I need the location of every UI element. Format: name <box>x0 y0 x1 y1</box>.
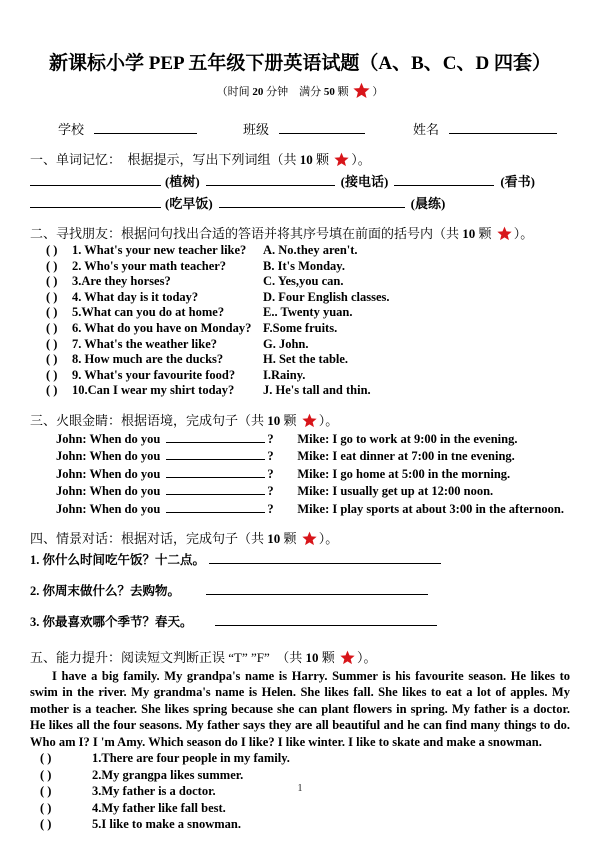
tf-statement: 1.There are four people in my family. <box>92 751 290 765</box>
section-1-row-2 <box>30 193 570 212</box>
section-5-heading-suffix: ）。 <box>357 649 377 665</box>
scenario-row <box>30 581 570 599</box>
subtitle-time-prefix: （时间 <box>216 86 253 98</box>
scenario-answer-blank[interactable] <box>206 582 428 595</box>
class-label: 班级 <box>243 122 270 137</box>
tf-row <box>30 767 570 784</box>
subtitle-middle: 分钟 满分 <box>263 86 324 98</box>
match-row <box>30 368 570 384</box>
answer-paren[interactable]: ( ) <box>46 274 58 289</box>
scenario-row <box>30 612 570 630</box>
section-4-heading-prefix: 四、情景对话：根据对话，完成句子（共 <box>30 530 268 546</box>
question-mark: ? <box>267 449 274 464</box>
section-4-heading <box>30 528 570 547</box>
scenario-question: 2. 你周末做什么？去购物。 <box>30 583 181 598</box>
subtitle-unit: 颗 <box>334 86 352 98</box>
match-row <box>30 321 570 337</box>
mike-reply: Mike: I eat dinner at 7:00 in tne evening. <box>297 449 515 464</box>
dialogue-blank[interactable] <box>166 447 265 460</box>
match-row <box>30 243 570 259</box>
red-star-icon <box>302 413 317 428</box>
school-input-blank[interactable] <box>94 120 197 134</box>
match-answer: B. It's Monday. <box>263 258 345 273</box>
word-hint-5: (晨练) <box>410 196 446 211</box>
match-answer: E.. Twenty yuan. <box>263 305 353 320</box>
scenario-question: 3. 你最喜欢哪个季节？春天。 <box>30 614 193 629</box>
dialogue-blank[interactable] <box>166 465 265 478</box>
subtitle-time-value: 20 <box>252 86 264 98</box>
section-5-heading <box>30 647 570 666</box>
red-star-icon <box>340 650 355 665</box>
match-row <box>30 274 570 290</box>
answer-paren[interactable]: ( ) <box>46 320 58 335</box>
match-row <box>30 383 570 399</box>
match-row <box>30 259 570 275</box>
mike-reply: Mike: I go home at 5:00 in the morning. <box>297 466 511 481</box>
mike-reply: Mike: I go to work at 9:00 in the evening. <box>297 431 518 446</box>
word-blank-1[interactable] <box>30 172 161 186</box>
match-row <box>30 337 570 353</box>
section-3-star-count: 10 <box>267 412 281 428</box>
section-3-heading-prefix: 三、火眼金睛：根据语境，完成句子（共 <box>30 412 268 428</box>
name-input-blank[interactable] <box>449 120 557 134</box>
question-mark: ? <box>267 431 274 446</box>
answer-paren[interactable]: ( ) <box>46 383 58 398</box>
section-2-heading-prefix: 二、寻找朋友：根据问句找出合适的答语并将其序号填在前面的括号内（共 <box>30 226 463 241</box>
dialogue-blank[interactable] <box>166 482 265 495</box>
student-info-line <box>30 119 570 138</box>
question-mark: ? <box>267 484 274 499</box>
dialogue-row <box>30 447 570 464</box>
red-star-icon <box>302 531 317 546</box>
scenario-answer-blank[interactable] <box>215 613 437 626</box>
section-2-heading-suffix: ）。 <box>513 226 534 241</box>
section-3-heading <box>30 410 570 429</box>
match-question: 5.What can you do at home? <box>72 305 225 320</box>
match-question: 1. What's your new teacher like? <box>72 243 247 257</box>
word-hint-3: (看书) <box>500 174 536 189</box>
exam-subtitle <box>30 82 570 99</box>
class-input-blank[interactable] <box>279 120 365 134</box>
section-1-heading-suffix: ）。 <box>351 152 371 167</box>
scenario-question: 1. 你什么时间吃午饭？十二点。 <box>30 552 206 567</box>
tf-statement: 3.My father is a doctor. <box>92 784 216 799</box>
section-4-star-count: 10 <box>267 530 281 546</box>
dialogue-row <box>30 500 570 517</box>
answer-paren[interactable]: ( ) <box>46 289 58 304</box>
tf-answer-paren[interactable]: ( ) <box>40 800 52 815</box>
match-question: 6. What do you have on Monday? <box>72 320 252 335</box>
john-prompt: John: When do you <box>56 484 161 499</box>
question-mark: ? <box>267 466 274 481</box>
match-answer: J. He's tall and thin. <box>263 383 371 398</box>
tf-row <box>30 800 570 817</box>
answer-paren[interactable]: ( ) <box>46 305 58 320</box>
page-title: 新课标小学 PEP 五年级下册英语试题（A、B、C、D 四套） <box>49 53 551 74</box>
word-hint-4: (吃早饭) <box>165 196 213 211</box>
john-prompt: John: When do you <box>56 431 161 446</box>
match-row <box>30 305 570 321</box>
match-question: 8. How much are the ducks? <box>72 352 224 367</box>
word-hint-1: (植树) <box>165 174 200 189</box>
match-answer: G. John. <box>263 336 309 351</box>
answer-paren[interactable]: ( ) <box>46 336 58 351</box>
dialogue-blank[interactable] <box>166 500 265 513</box>
match-question: 9. What's your favourite food? <box>72 367 236 382</box>
mike-reply: Mike: I play sports at about 3:00 in the afternoon. <box>297 501 564 516</box>
dialogue-blank[interactable] <box>166 430 265 443</box>
section-1-row-1 <box>30 171 570 190</box>
match-answer: H. Set the table. <box>263 352 349 367</box>
subtitle-suffix: ） <box>372 86 384 98</box>
red-star-icon <box>334 152 349 167</box>
answer-paren[interactable]: ( ) <box>46 258 58 273</box>
tf-answer-paren[interactable]: ( ) <box>40 767 52 782</box>
page-number: 1 <box>297 783 303 794</box>
john-prompt: John: When do you <box>56 466 161 481</box>
section-1-star-count: 10 <box>299 152 313 167</box>
word-blank-3[interactable] <box>394 172 494 186</box>
tf-statement: 2.My grangpa likes summer. <box>92 767 244 782</box>
word-blank-5[interactable] <box>219 194 405 208</box>
section-1-heading <box>30 149 570 168</box>
section-3-dialogue-list <box>30 430 570 517</box>
match-answer: D. Four English classes. <box>263 289 390 304</box>
section-5-star-count: 10 <box>305 649 319 665</box>
match-answer: I.Rainy. <box>263 367 306 382</box>
match-row <box>30 290 570 306</box>
reading-passage: I have a big family. My grandpa's name is Harry. Summer is his favourite season. He likes to swim in the river. My grandma's name is Helen. She likes fall. She likes to eat a lot of apples. My mother is a teacher. She likes spring because she can plant flowers in spring. My father is a doctor. He likes all the four seasons. My father says they are all beautiful and he can find many things to do. Who am I? I 'm Amy. Which season do I like? I like winter. I like to skate and make a snowman. <box>30 668 570 749</box>
name-label: 姓名 <box>413 122 440 137</box>
section-5-heading-prefix: 五、能力提升：阅读短文判断正误 “T” ”F” （共 <box>30 649 306 665</box>
subtitle-score-value: 50 <box>323 86 335 98</box>
scenario-answer-blank[interactable] <box>209 551 441 564</box>
match-question: 10.Can I wear my shirt today? <box>72 383 235 398</box>
section-2-heading <box>30 223 570 242</box>
match-row <box>30 352 570 368</box>
answer-paren[interactable]: ( ) <box>46 352 58 367</box>
section-3-heading-middle: 颗 <box>280 412 300 428</box>
section-1-heading-prefix: 一、单词记忆： 根据提示，写出下列词组（共 <box>30 152 300 167</box>
tf-answer-paren[interactable]: ( ) <box>40 817 52 832</box>
match-question: 3.Are they horses? <box>72 274 171 289</box>
word-hint-2: (接电话) <box>340 174 389 189</box>
match-answer: F.Some fruits. <box>263 320 338 335</box>
tf-row <box>30 750 570 767</box>
word-blank-4[interactable] <box>30 194 161 208</box>
red-star-icon <box>497 226 512 241</box>
answer-paren[interactable]: ( ) <box>46 367 58 382</box>
mike-reply: Mike: I usually get up at 12:00 noon. <box>297 484 494 499</box>
tf-statement: 4.My father like fall best. <box>92 800 226 815</box>
match-question: 4. What day is it today? <box>72 289 199 304</box>
answer-paren[interactable]: ( ) <box>46 243 58 257</box>
section-4-heading-suffix: ）。 <box>318 530 339 546</box>
john-prompt: John: When do you <box>56 501 161 516</box>
match-question: 2. Who's your math teacher? <box>72 258 227 273</box>
john-prompt: John: When do you <box>56 449 161 464</box>
tf-row <box>30 816 570 833</box>
section-5-heading-middle: 颗 <box>318 649 339 665</box>
dialogue-row <box>30 482 570 499</box>
section-2-match-list <box>30 243 570 399</box>
tf-answer-paren[interactable]: ( ) <box>40 751 52 765</box>
section-2-heading-middle: 颗 <box>475 226 495 241</box>
section-1-heading-middle: 颗 <box>312 152 333 167</box>
red-star-icon <box>353 82 370 99</box>
scenario-row <box>30 550 570 568</box>
match-answer: A. No.they aren't. <box>263 243 358 257</box>
section-2-star-count: 10 <box>462 226 476 241</box>
match-question: 7. What's the weather like? <box>72 336 218 351</box>
question-mark: ? <box>267 501 274 516</box>
tf-answer-paren[interactable]: ( ) <box>40 784 52 799</box>
dialogue-row <box>30 465 570 482</box>
dialogue-row <box>30 430 570 447</box>
school-label: 学校 <box>58 122 85 137</box>
section-3-heading-suffix: ）。 <box>318 412 339 428</box>
match-answer: C. Yes,you can. <box>263 274 344 289</box>
tf-statement: 5.I like to make a snowman. <box>92 817 241 832</box>
section-4-heading-middle: 颗 <box>280 530 300 546</box>
word-blank-2[interactable] <box>206 172 335 186</box>
